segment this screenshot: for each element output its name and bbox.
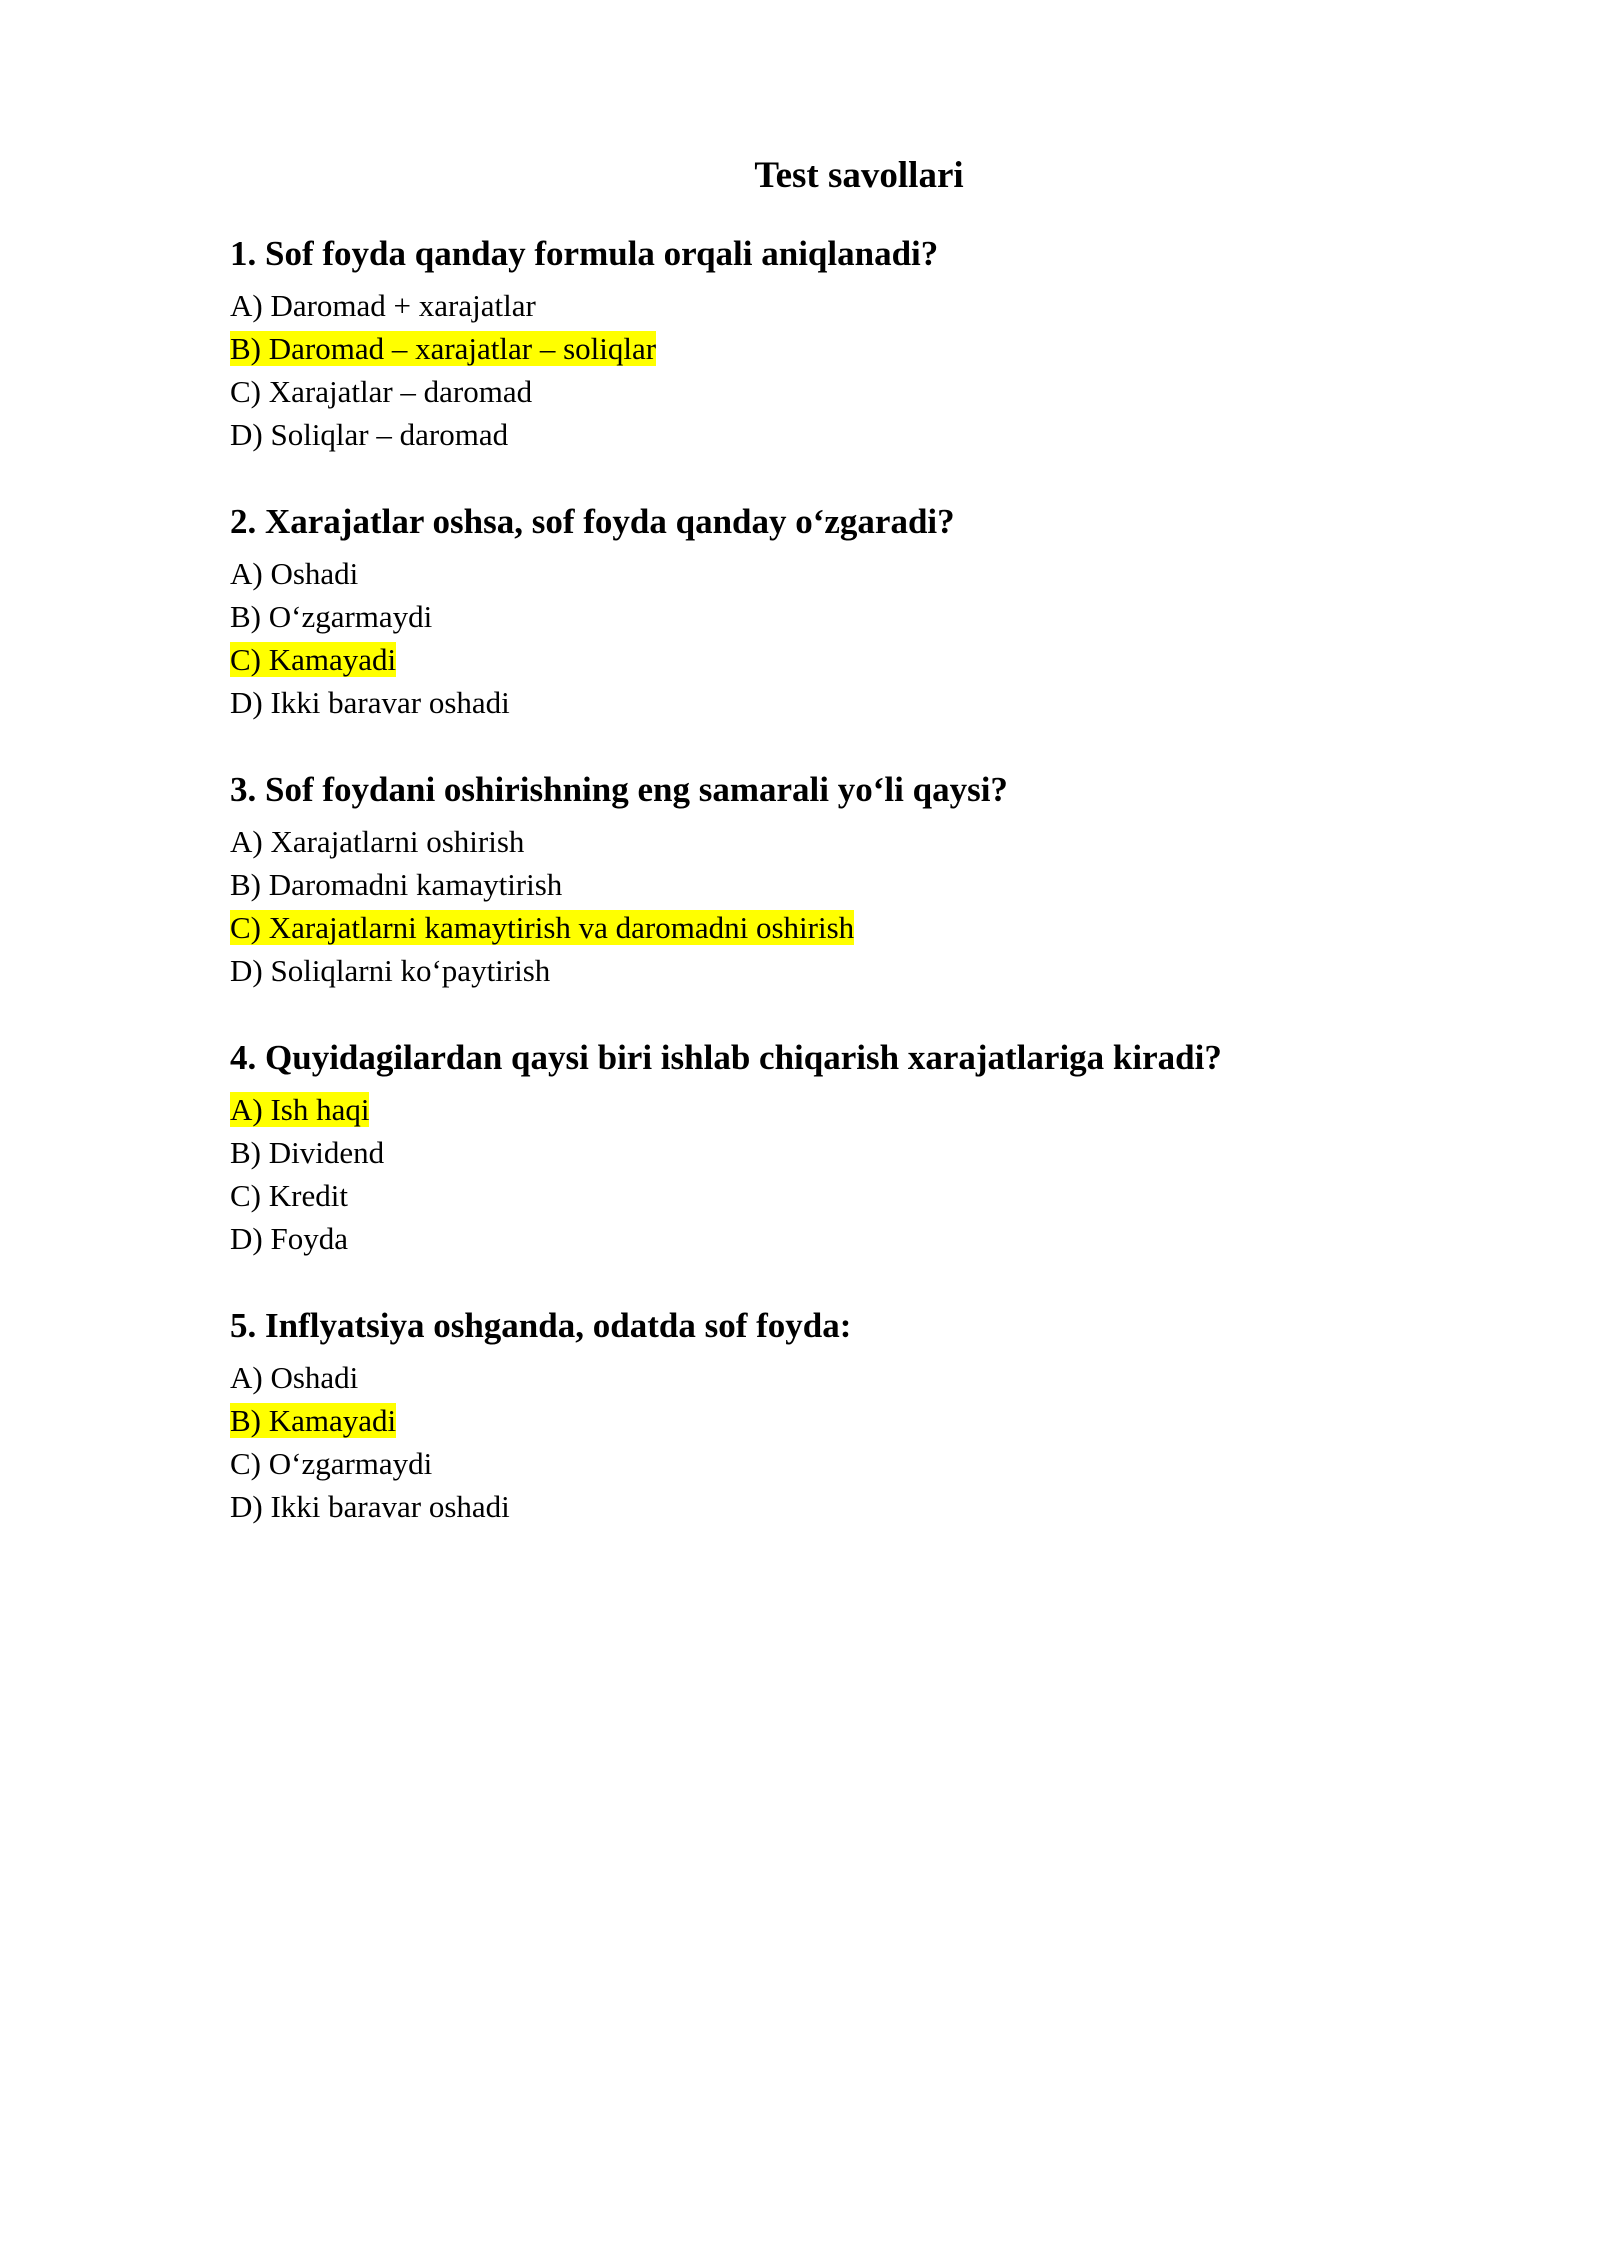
- answer-option-text: C) Xarajatlar – daromad: [230, 374, 533, 409]
- question-5: [230, 1296, 1430, 1528]
- answer-option-text: D) Ikki baravar oshadi: [230, 1489, 510, 1524]
- answer-option-text: B) Daromadni kamaytirish: [230, 867, 563, 902]
- answer-option-text: A) Daromad + xarajatlar: [230, 288, 536, 323]
- answer-option-text: D) Foyda: [230, 1221, 348, 1256]
- answer-option-text: C) Kamayadi: [230, 642, 397, 677]
- answer-option-text: A) Oshadi: [230, 556, 359, 591]
- question-text: 4. Quyidagilardan qaysi biri ishlab chiqarish xarajatlariga kiradi?: [230, 1038, 1222, 1077]
- answer-option: [230, 906, 1430, 949]
- answer-option-text: C) Xarajatlarni kamaytirish va daromadni oshirish: [230, 910, 855, 945]
- question-text: 1. Sof foyda qanday formula orqali aniqlanadi?: [230, 234, 939, 273]
- answer-option: [230, 370, 1430, 413]
- answer-option: [230, 552, 1430, 595]
- question-2: [230, 492, 1430, 724]
- answer-option-text: D) Soliqlar – daromad: [230, 417, 509, 452]
- question-1: [230, 224, 1430, 456]
- answer-option: [230, 1399, 1430, 1442]
- answer-option-text: A) Ish haqi: [230, 1092, 370, 1127]
- answer-option: [230, 681, 1430, 724]
- answer-option-text: D) Soliqlarni ko‘paytirish: [230, 953, 551, 988]
- answer-option-text: D) Ikki baravar oshadi: [230, 685, 510, 720]
- answer-option: [230, 327, 1430, 370]
- answer-option: [230, 820, 1430, 863]
- answer-option: [230, 1356, 1430, 1399]
- answer-option-text: B) Daromad – xarajatlar – soliqlar: [230, 331, 657, 366]
- answer-option: [230, 1485, 1430, 1528]
- question-text: 5. Inflyatsiya oshganda, odatda sof foyda:: [230, 1306, 852, 1345]
- answer-option: [230, 863, 1430, 906]
- answer-option: [230, 1088, 1430, 1131]
- answer-option: [230, 595, 1430, 638]
- answer-option-text: B) O‘zgarmaydi: [230, 599, 433, 634]
- page-title: Test savollari: [754, 155, 964, 196]
- answer-option: [230, 1217, 1430, 1260]
- answer-option-text: B) Dividend: [230, 1135, 385, 1170]
- question-4: [230, 1028, 1430, 1260]
- answer-option: [230, 1131, 1430, 1174]
- answer-option-text: C) Kredit: [230, 1178, 348, 1213]
- answer-option: [230, 284, 1430, 327]
- answer-option-text: A) Xarajatlarni oshirish: [230, 824, 525, 859]
- question-3: [230, 760, 1430, 992]
- answer-option-text: B) Kamayadi: [230, 1403, 397, 1438]
- answer-option: [230, 413, 1430, 456]
- answer-option-text: C) O‘zgarmaydi: [230, 1446, 433, 1481]
- answer-option-text: A) Oshadi: [230, 1360, 359, 1395]
- question-text: 2. Xarajatlar oshsa, sof foyda qanday o‘zgaradi?: [230, 502, 955, 541]
- question-list: [230, 224, 1430, 1564]
- answer-option: [230, 1174, 1430, 1217]
- answer-option: [230, 949, 1430, 992]
- answer-option: [230, 1442, 1430, 1485]
- question-text: 3. Sof foydani oshirishning eng samarali yo‘li qaysi?: [230, 770, 1008, 809]
- answer-option: [230, 638, 1430, 681]
